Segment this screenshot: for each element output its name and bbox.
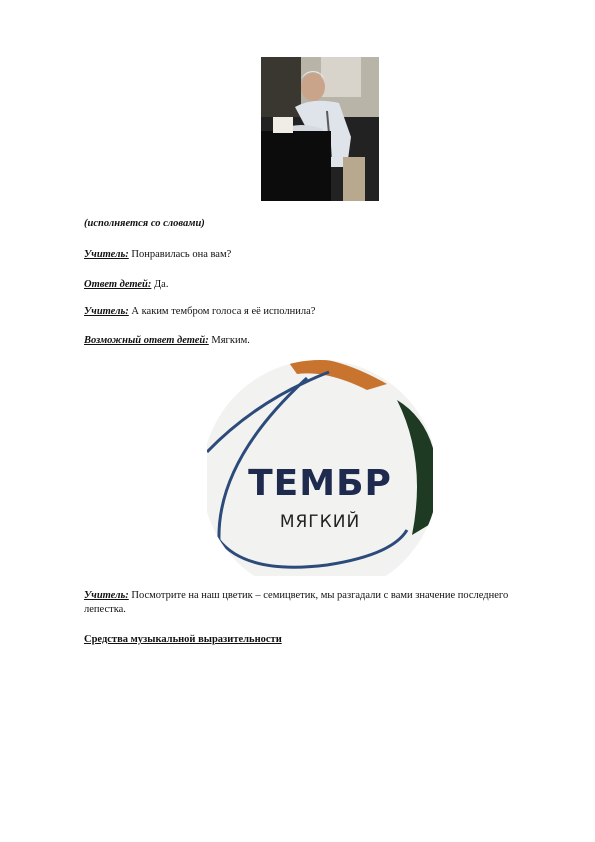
answer-text: Да.: [154, 279, 169, 290]
children-answer-1: [84, 278, 168, 292]
speaker-label: Ответ детей:: [84, 279, 152, 290]
question-text: Понравилась она вам?: [131, 249, 232, 260]
answer-text: Мягким.: [211, 335, 250, 346]
paragraph-text: Посмотрите на наш цветик – семицветик, мы разгадали с вами значение последнего лепестка.: [84, 590, 509, 615]
card-title: ТЕМБР: [248, 463, 392, 504]
speaker-label: Учитель:: [84, 306, 129, 317]
performed-note: (исполняется со словами): [84, 218, 205, 229]
timbre-card: [207, 360, 433, 576]
children-answer-2: [84, 334, 250, 348]
teacher-question-2: [84, 305, 315, 319]
section-heading: Средства музыкальной выразительности: [84, 634, 282, 645]
singer-photo: [261, 57, 379, 201]
singer-at-piano-photo-icon: [261, 57, 379, 201]
speaker-label: Учитель:: [84, 590, 129, 601]
teacher-question-1: [84, 248, 231, 262]
speaker-label: Учитель:: [84, 249, 129, 260]
teacher-paragraph: [84, 589, 524, 617]
card-subtitle: МЯГКИЙ: [279, 512, 361, 532]
question-text: А каким тембром голоса я её исполнила?: [131, 306, 316, 317]
speaker-label: Возможный ответ детей:: [84, 335, 209, 346]
